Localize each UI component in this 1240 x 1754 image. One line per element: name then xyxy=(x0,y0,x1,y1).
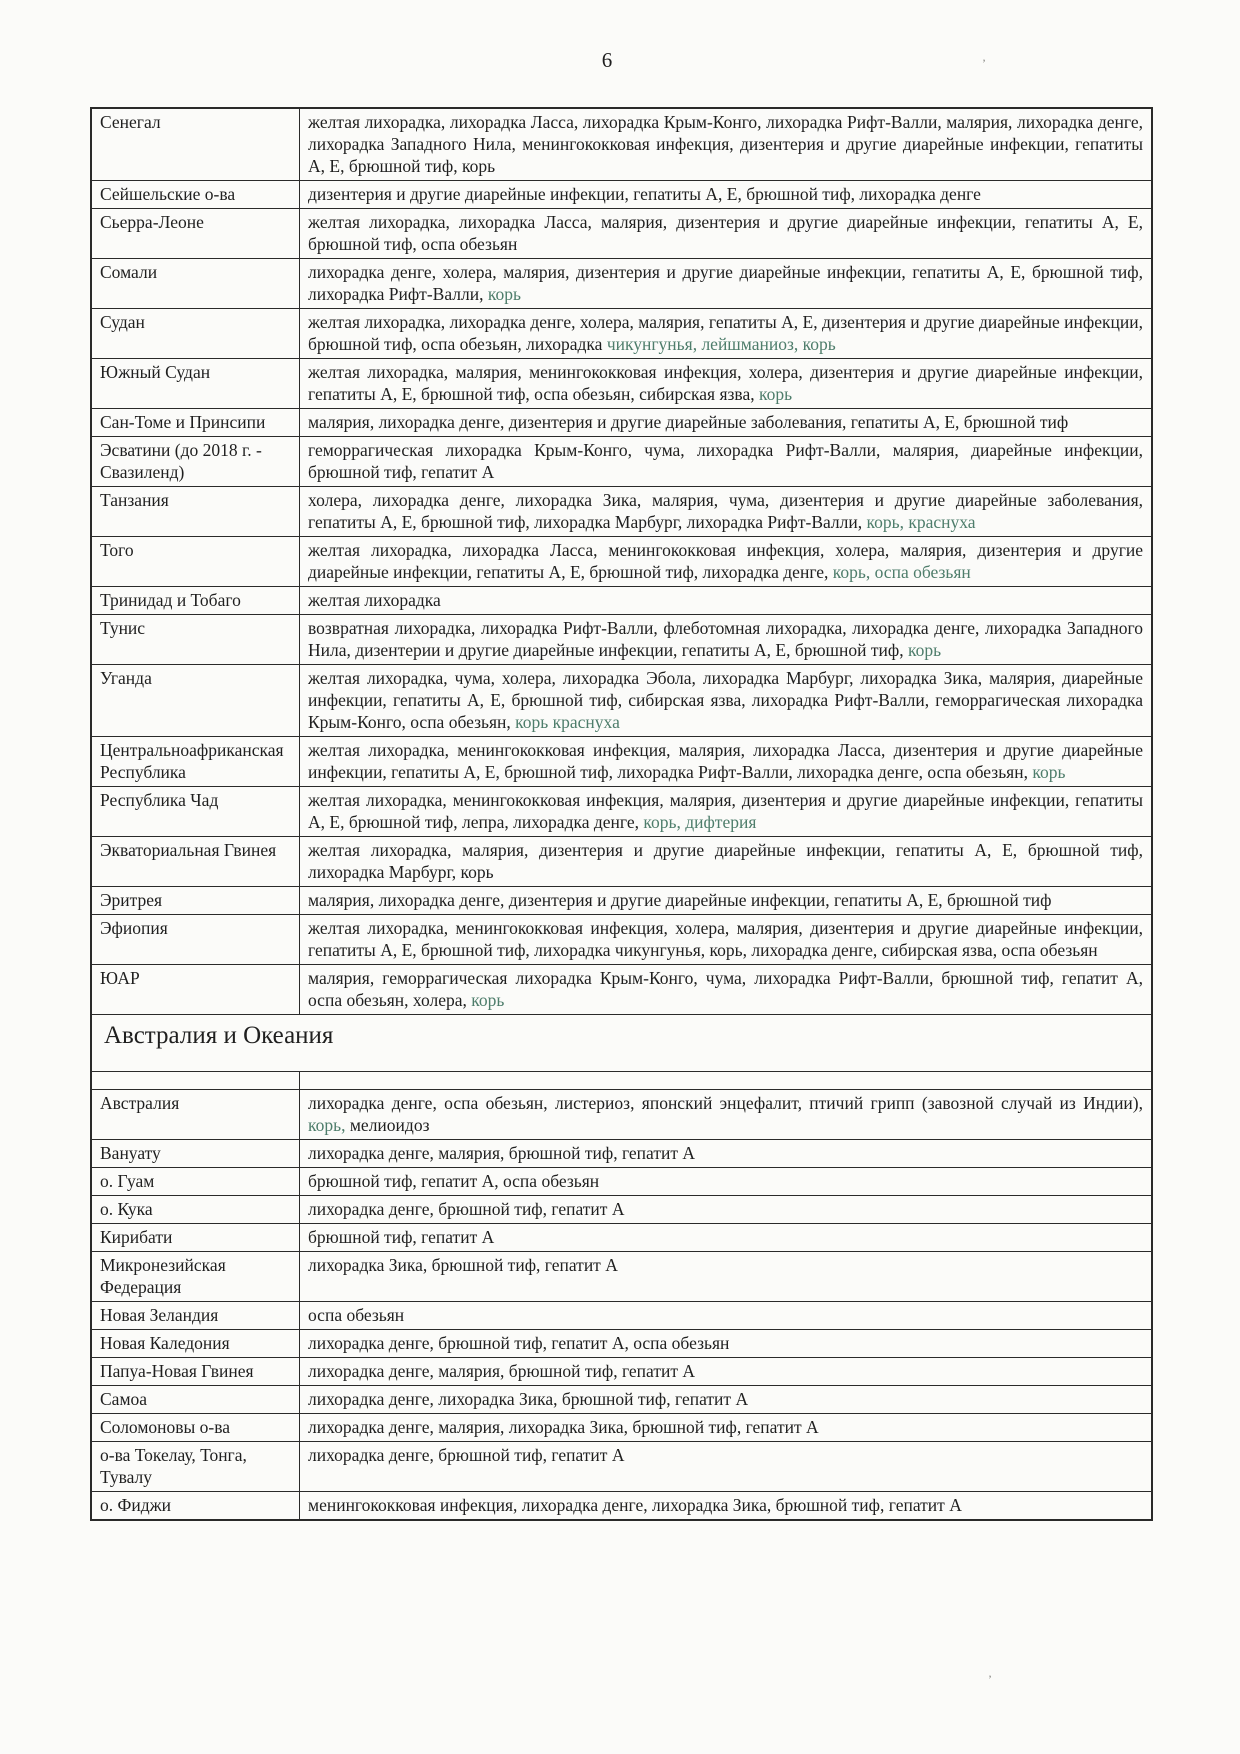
table-row xyxy=(91,837,1152,887)
disease-text: лихорадка денге, малярия, брюшной тиф, гепатит А xyxy=(308,1361,696,1381)
diseases-cell xyxy=(300,1358,1153,1386)
country-cell: Тринидад и Тобаго xyxy=(91,587,300,615)
highlighted-disease-text: корь, оспа обезьян xyxy=(832,562,971,582)
country-disease-table xyxy=(90,107,1153,1521)
table-row xyxy=(91,887,1152,915)
table-row xyxy=(91,737,1152,787)
diseases-cell xyxy=(300,181,1153,209)
country-cell: о. Фиджи xyxy=(91,1492,300,1521)
table-row xyxy=(91,965,1152,1015)
disease-text: лихорадка Зика, брюшной тиф, гепатит А xyxy=(308,1255,618,1275)
country-cell: Самоа xyxy=(91,1386,300,1414)
disease-text: лихорадка денге, брюшной тиф, гепатит А xyxy=(308,1199,625,1219)
disease-text: лихорадка денге, холера, малярия, дизентерия и другие диарейные инфекции, гепатиты А, Е, брюшной тиф, лихорадка Рифт-Валли, xyxy=(308,262,1143,304)
diseases-cell xyxy=(300,965,1153,1015)
highlighted-disease-text: корь краснуха xyxy=(515,712,620,732)
disease-text: желтая лихорадка, менингококковая инфекция, малярия, лихорадка Ласса, дизентерия и другие диарейные инфекции, гепатиты А, Е, брюшной тиф, лихорадка Рифт-Валли, лихорадка денге, оспа обезьян, xyxy=(308,740,1143,782)
table-row xyxy=(91,1140,1152,1168)
table-row xyxy=(91,1090,1152,1140)
spacer-cell xyxy=(300,1072,1153,1090)
table-row xyxy=(91,108,1152,181)
highlighted-disease-text: корь xyxy=(907,640,942,660)
table-row xyxy=(91,1414,1152,1442)
highlighted-disease-text: чикунгунья, лейшманиоз, корь xyxy=(606,334,836,354)
table-body xyxy=(91,108,1152,1520)
country-cell: Сенегал xyxy=(91,108,300,181)
disease-text: лихорадка денге, брюшной тиф, гепатит А, оспа обезьян xyxy=(308,1333,730,1353)
disease-text: желтая лихорадка, менингококковая инфекция, холера, малярия, дизентерия и другие диарейные инфекции, гепатиты А, Е, брюшной тиф, лихорадка чикунгунья, корь, лихорадка денге, сибирская язва, оспа обезьян xyxy=(308,918,1143,960)
disease-text: лихорадка денге, лихорадка Зика, брюшной тиф, гепатит А xyxy=(308,1389,749,1409)
country-cell: Того xyxy=(91,537,300,587)
table-row xyxy=(91,487,1152,537)
country-cell: Австралия xyxy=(91,1090,300,1140)
table-row xyxy=(91,359,1152,409)
disease-text: желтая лихорадка, менингококковая инфекция, малярия, дизентерия и другие диарейные инфекции, гепатиты А, Е, брюшной тиф, лепра, лихорадка денге, xyxy=(308,790,1143,832)
table-row xyxy=(91,309,1152,359)
table-row xyxy=(91,1442,1152,1492)
disease-text: желтая лихорадка, лихорадка Ласса, менингококковая инфекция, холера, малярия, дизентерия и другие диарейные инфекции, гепатиты А, Е, брюшной тиф, лихорадка денге, xyxy=(308,540,1143,582)
disease-text: желтая лихорадка xyxy=(308,590,441,610)
diseases-cell xyxy=(300,1252,1153,1302)
scan-speck: ’ xyxy=(988,1672,992,1686)
table-row xyxy=(91,915,1152,965)
table-row xyxy=(91,787,1152,837)
diseases-cell xyxy=(300,359,1153,409)
country-cell: Южный Судан xyxy=(91,359,300,409)
highlighted-disease-text: корь, xyxy=(308,1115,346,1135)
diseases-cell xyxy=(300,1414,1153,1442)
country-cell: Судан xyxy=(91,309,300,359)
diseases-cell xyxy=(300,665,1153,737)
diseases-cell xyxy=(300,615,1153,665)
country-cell: Эсватини (до 2018 г. - Свазиленд) xyxy=(91,437,300,487)
diseases-cell xyxy=(300,1330,1153,1358)
diseases-cell xyxy=(300,1140,1153,1168)
table-row xyxy=(91,1330,1152,1358)
country-cell: Уганда xyxy=(91,665,300,737)
section-header-row xyxy=(91,1015,1152,1072)
table-row xyxy=(91,1196,1152,1224)
country-cell: Сейшельские о-ва xyxy=(91,181,300,209)
disease-text: желтая лихорадка, лихорадка Ласса, лихорадка Крым-Конго, лихорадка Рифт-Валли, малярия, лихорадка денге, лихорадка Западного Нила, менингококковая инфекция, дизентерия и другие диарейные инфекции, гепатиты А, Е, брюшной тиф, корь xyxy=(308,112,1143,176)
diseases-cell xyxy=(300,1224,1153,1252)
diseases-cell xyxy=(300,259,1153,309)
diseases-cell xyxy=(300,487,1153,537)
diseases-cell xyxy=(300,409,1153,437)
disease-text: желтая лихорадка, малярия, дизентерия и другие диарейные инфекции, гепатиты А, Е, брюшной тиф, лихорадка Марбург, корь xyxy=(308,840,1143,882)
country-cell: Республика Чад xyxy=(91,787,300,837)
diseases-cell xyxy=(300,787,1153,837)
country-cell: Эритрея xyxy=(91,887,300,915)
country-cell: Новая Каледония xyxy=(91,1330,300,1358)
disease-text: желтая лихорадка, малярия, менингококковая инфекция, холера, дизентерия и другие диарейные инфекции, гепатиты А, Е, брюшной тиф, оспа обезьян, сибирская язва, xyxy=(308,362,1143,404)
disease-text: возвратная лихорадка, лихорадка Рифт-Валли, флеботомная лихорадка, лихорадка денге, лихорадка Западного Нила, дизентерии и другие диарейные инфекции, гепатиты А, Е, брюшной тиф, xyxy=(308,618,1143,660)
disease-text: лихорадка денге, брюшной тиф, гепатит А xyxy=(308,1445,625,1465)
country-cell: о. Кука xyxy=(91,1196,300,1224)
disease-text: желтая лихорадка, лихорадка денге, холера, малярия, гепатиты А, Е, дизентерия и другие диарейные инфекции, брюшной тиф, оспа обезьян, лихорадка xyxy=(308,312,1143,354)
disease-text: брюшной тиф, гепатит А xyxy=(308,1227,495,1247)
disease-text: желтая лихорадка, чума, холера, лихорадка Эбола, лихорадка Марбург, лихорадка Зика, малярия, диарейные инфекции, гепатиты А, Е, брюшной тиф, сибирская язва, лихорадка Рифт-Валли, геморрагическая лихорадка Крым-Конго, оспа обезьян, xyxy=(308,668,1143,732)
table-row xyxy=(91,1492,1152,1521)
diseases-cell xyxy=(300,737,1153,787)
country-cell: Сьерра-Леоне xyxy=(91,209,300,259)
diseases-cell xyxy=(300,887,1153,915)
country-cell: Новая Зеландия xyxy=(91,1302,300,1330)
table-row xyxy=(91,1168,1152,1196)
disease-text: оспа обезьян xyxy=(308,1305,405,1325)
country-cell: Танзания xyxy=(91,487,300,537)
disease-text: лихорадка денге, малярия, брюшной тиф, гепатит А xyxy=(308,1143,696,1163)
country-cell: о. Гуам xyxy=(91,1168,300,1196)
table-row xyxy=(91,665,1152,737)
table-row xyxy=(91,209,1152,259)
disease-text: холера, лихорадка денге, лихорадка Зика, малярия, чума, дизентерия и другие диарейные заболевания, гепатиты А, Е, брюшной тиф, лихорадка Марбург, лихорадка Рифт-Валли, xyxy=(308,490,1143,532)
spacer-row xyxy=(91,1072,1152,1090)
table-row xyxy=(91,537,1152,587)
country-cell: Папуа-Новая Гвинея xyxy=(91,1358,300,1386)
table-row xyxy=(91,587,1152,615)
diseases-cell xyxy=(300,537,1153,587)
country-cell: о-ва Токелау, Тонга, Тувалу xyxy=(91,1442,300,1492)
diseases-cell xyxy=(300,437,1153,487)
diseases-cell xyxy=(300,1442,1153,1492)
table-row xyxy=(91,181,1152,209)
country-cell: Экваториальная Гвинея xyxy=(91,837,300,887)
table-row xyxy=(91,1302,1152,1330)
diseases-cell xyxy=(300,209,1153,259)
highlighted-disease-text: корь xyxy=(487,284,521,304)
table-row xyxy=(91,1358,1152,1386)
country-cell: Вануату xyxy=(91,1140,300,1168)
disease-text: менингококковая инфекция, лихорадка денге, лихорадка Зика, брюшной тиф, гепатит А xyxy=(308,1495,962,1515)
diseases-cell xyxy=(300,837,1153,887)
diseases-cell xyxy=(300,1196,1153,1224)
highlighted-disease-text: корь, дифтерия xyxy=(643,812,757,832)
table-row xyxy=(91,437,1152,487)
disease-text: малярия, лихорадка денге, дизентерия и другие диарейные инфекции, гепатиты А, Е, брюшной тиф xyxy=(308,890,1052,910)
diseases-cell xyxy=(300,1168,1153,1196)
diseases-cell xyxy=(300,309,1153,359)
country-cell: Эфиопия xyxy=(91,915,300,965)
table-row xyxy=(91,1386,1152,1414)
table-row xyxy=(91,259,1152,309)
country-cell: ЮАР xyxy=(91,965,300,1015)
disease-text: лихорадка денге, малярия, лихорадка Зика, брюшной тиф, гепатит А xyxy=(308,1417,819,1437)
country-cell: Сан-Томе и Принсипи xyxy=(91,409,300,437)
disease-text: желтая лихорадка, лихорадка Ласса, малярия, дизентерия и другие диарейные инфекции, гепатиты А, Е, брюшной тиф, оспа обезьян xyxy=(308,212,1143,254)
highlighted-disease-text: корь xyxy=(1032,762,1066,782)
diseases-cell xyxy=(300,108,1153,181)
disease-text: малярия, геморрагическая лихорадка Крым-Конго, чума, лихорадка Рифт-Валли, брюшной тиф, гепатит А, оспа обезьян, холера, xyxy=(308,968,1143,1010)
country-cell: Сомали xyxy=(91,259,300,309)
scan-speck: ’ xyxy=(982,56,986,70)
diseases-cell xyxy=(300,1090,1153,1140)
table-row xyxy=(91,615,1152,665)
section-header: Австралия и Океания xyxy=(91,1015,1152,1072)
highlighted-disease-text: корь xyxy=(471,990,505,1010)
diseases-cell xyxy=(300,915,1153,965)
disease-text: лихорадка денге, оспа обезьян, листериоз, японский энцефалит, птичий грипп (завозной случай из Индии), xyxy=(308,1093,1143,1113)
table-row xyxy=(91,409,1152,437)
disease-text: брюшной тиф, гепатит А, оспа обезьян xyxy=(308,1171,600,1191)
country-cell: Соломоновы о-ва xyxy=(91,1414,300,1442)
highlighted-disease-text: корь, краснуха xyxy=(866,512,976,532)
highlighted-disease-text: корь xyxy=(758,384,793,404)
disease-text: геморрагическая лихорадка Крым-Конго, чума, лихорадка Рифт-Валли, малярия, диарейные инфекции, брюшной тиф, гепатит А xyxy=(308,440,1143,482)
spacer-cell xyxy=(91,1072,300,1090)
table-row xyxy=(91,1224,1152,1252)
disease-text: дизентерия и другие диарейные инфекции, гепатиты А, Е, брюшной тиф, лихорадка денге xyxy=(308,184,981,204)
country-cell: Тунис xyxy=(91,615,300,665)
country-cell: Кирибати xyxy=(91,1224,300,1252)
diseases-cell xyxy=(300,587,1153,615)
page-number: 6 xyxy=(601,48,613,72)
diseases-cell xyxy=(300,1386,1153,1414)
disease-text: малярия, лихорадка денге, дизентерия и другие диарейные заболевания, гепатиты А, Е, брюшной тиф xyxy=(308,412,1069,432)
country-cell: Микронезийская Федерация xyxy=(91,1252,300,1302)
diseases-cell xyxy=(300,1302,1153,1330)
diseases-cell xyxy=(300,1492,1153,1521)
disease-text: мелиоидоз xyxy=(345,1115,430,1135)
country-cell: Центральноафриканская Республика xyxy=(91,737,300,787)
table-row xyxy=(91,1252,1152,1302)
